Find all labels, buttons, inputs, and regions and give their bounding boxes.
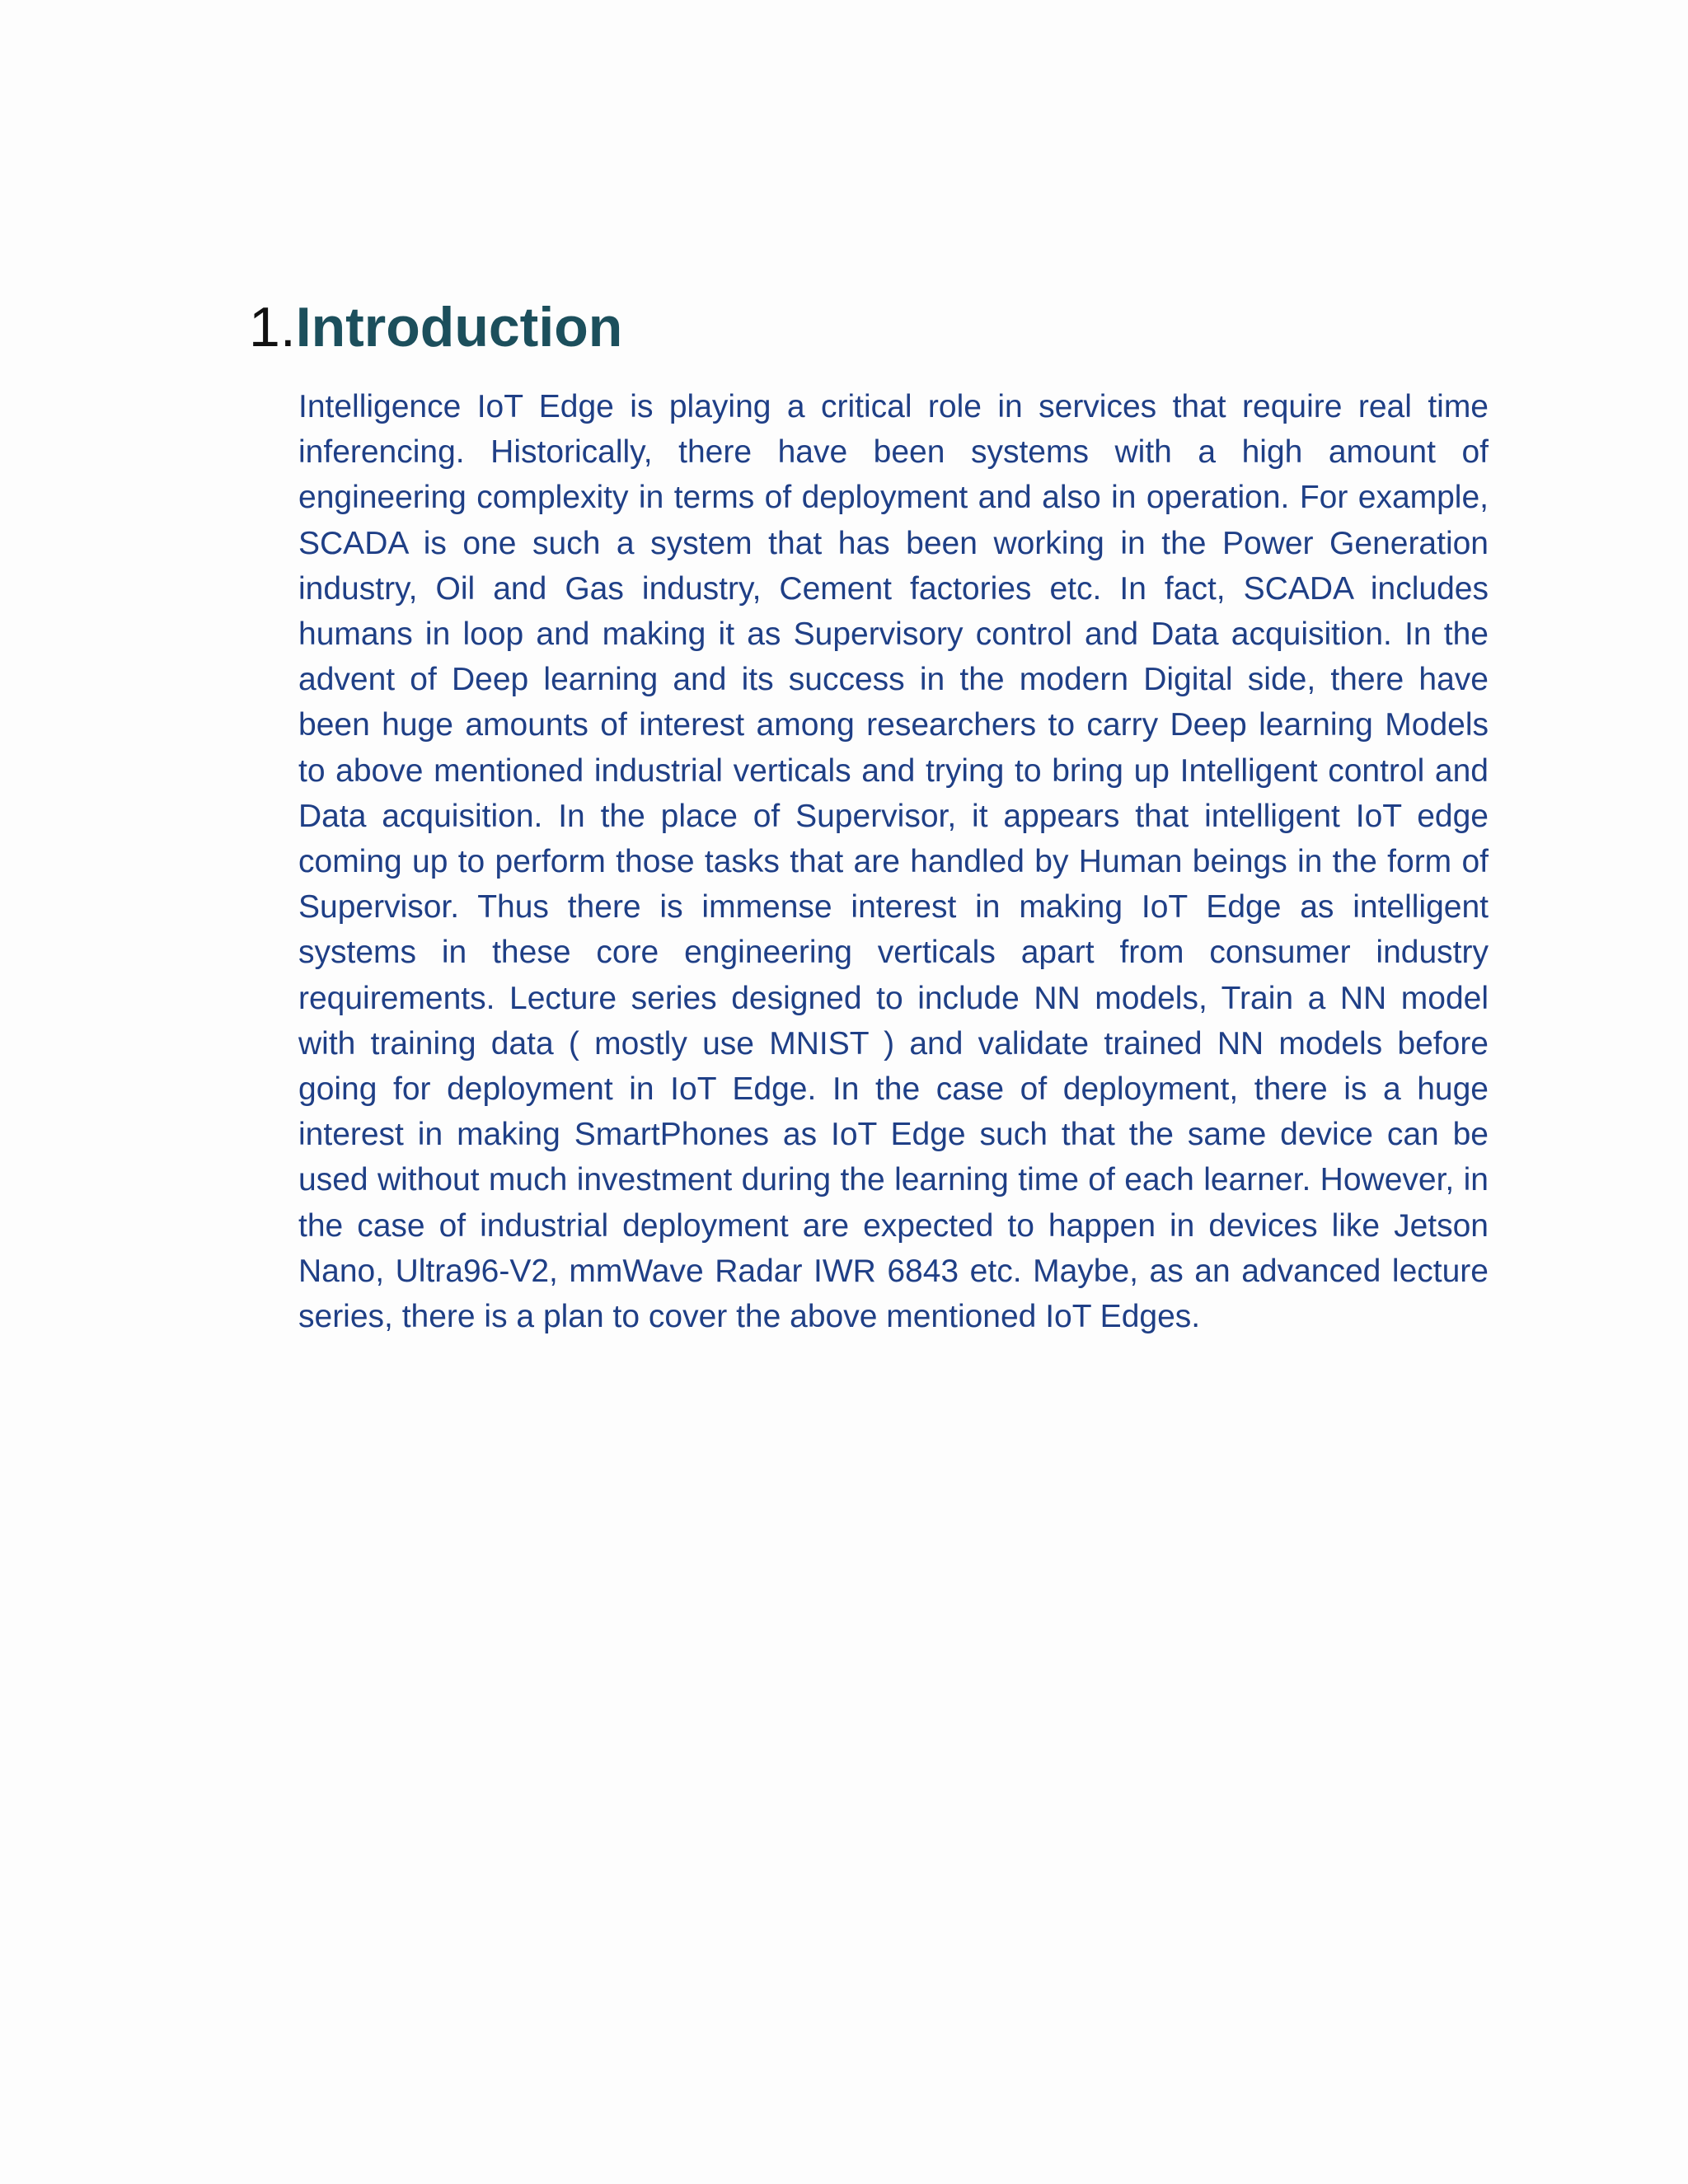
section-title: Introduction bbox=[295, 296, 623, 359]
section-heading bbox=[249, 293, 622, 361]
introduction-paragraph: Intelligence IoT Edge is playing a critical role in services that require real time inferencing. Historically, there have been systems with a high amount of engineering complexity in terms of deployment and also in operation. For example, SCADA is one such a system that has been working in the Power Generation industry, Oil and Gas industry, Cement factories etc. In fact, SCADA includes humans in loop and making it as Supervisory control and Data acquisition. In the advent of Deep learning and its success in the modern Digital side, there have been huge amounts of interest among researchers to carry Deep learning Models to above mentioned industrial verticals and trying to bring up Intelligent control and Data acquisition. In the place of Supervisor, it appears that intelligent IoT edge coming up to perform those tasks that are handled by Human beings in the form of Supervisor. Thus there is immense interest in making IoT Edge as intelligent systems in these core engineering verticals apart from consumer industry requirements. Lecture series designed to include NN models, Train a NN model with training data ( mostly use MNIST ) and validate trained NN models before going for deployment in IoT Edge. In the case of deployment, there is a huge interest in making SmartPhones as IoT Edge such that the same device can be used without much investment during the learning time of each learner. However, in the case of industrial deployment are expected to happen in devices like Jetson Nano, Ultra96-V2, mmWave Radar IWR 6843 etc. Maybe, as an advanced lecture series, there is a plan to cover the above mentioned IoT Edges. bbox=[298, 389, 1489, 1335]
section-number: 1. bbox=[249, 296, 296, 359]
